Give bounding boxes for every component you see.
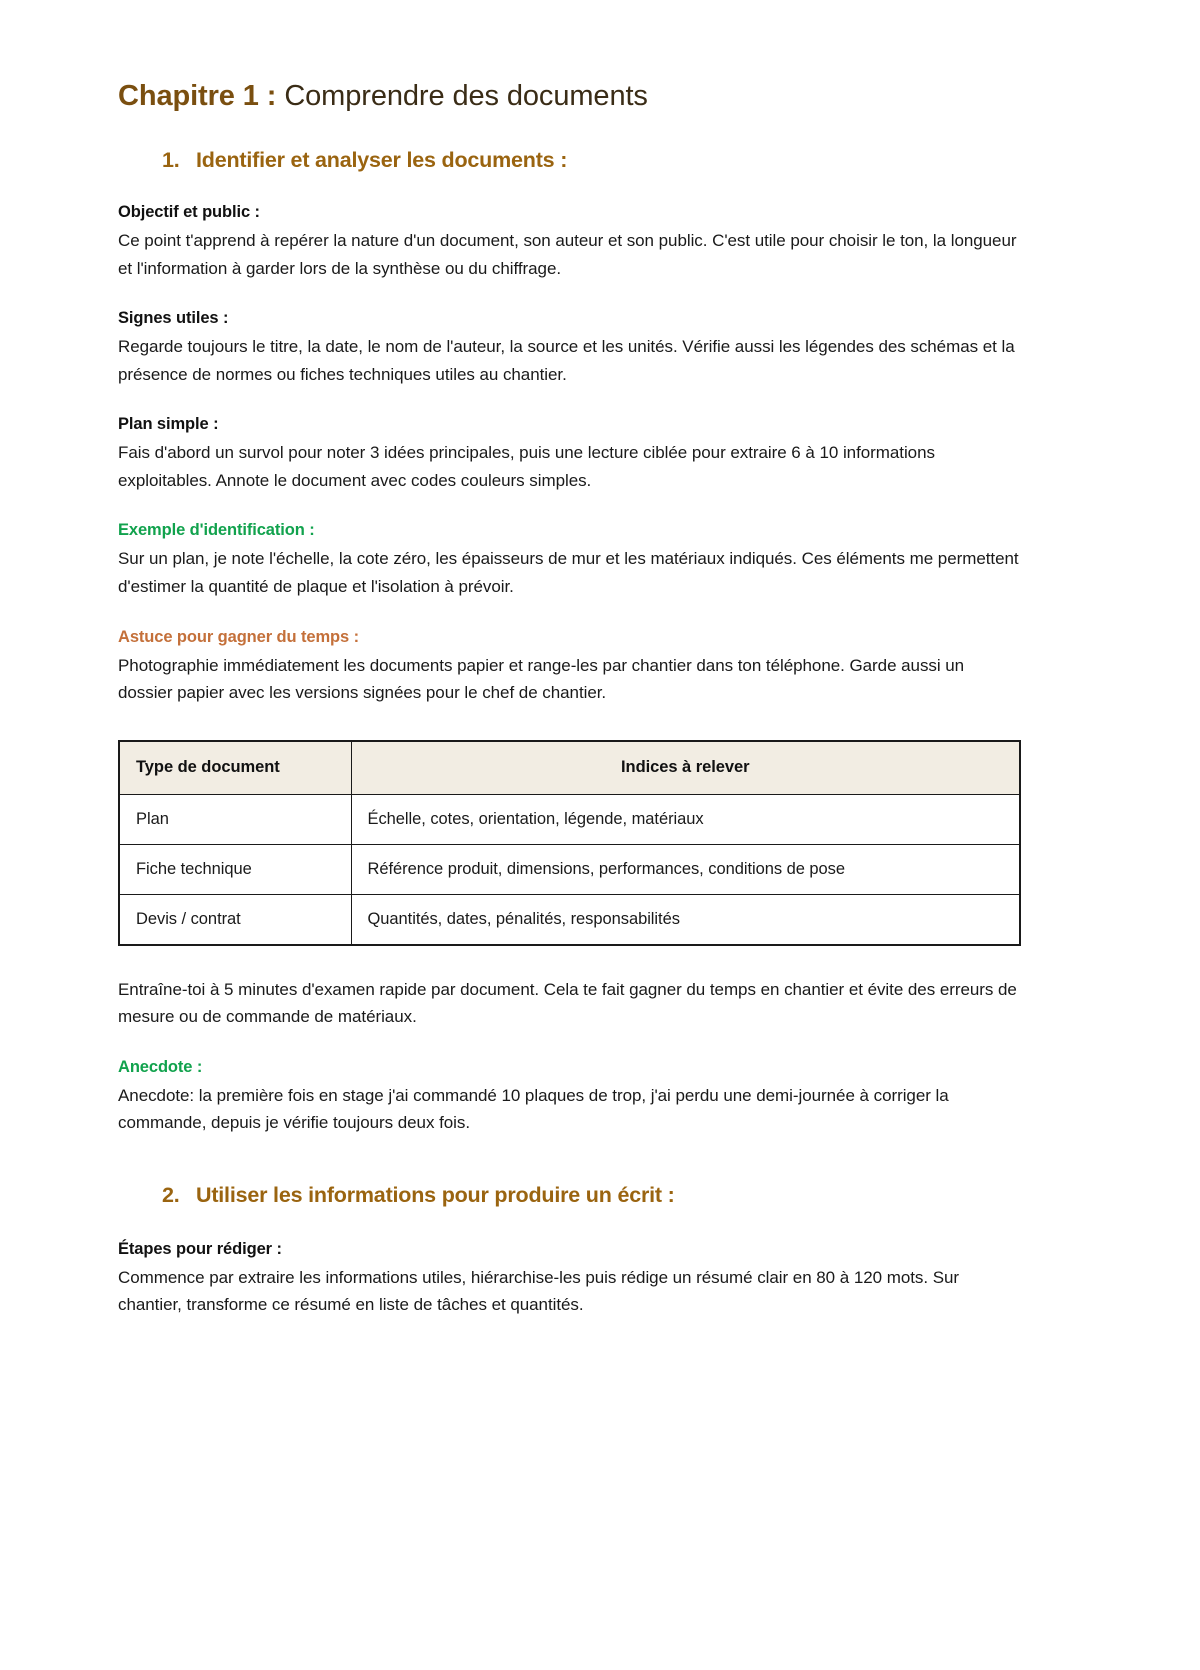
- block-paragraph: Sur un plan, je note l'échelle, la cote zéro, les épaisseurs de mur et les matériaux indiqués. Ces éléments me permettent d'estimer la quantité de plaque et l'isolation à prévoir.: [118, 549, 1019, 596]
- table-cell-indices: Quantités, dates, pénalités, responsabilités: [351, 895, 1020, 945]
- block-signes-utiles: [118, 309, 1082, 388]
- block-heading: Objectif et public :: [118, 203, 260, 222]
- table-cell-type: Devis / contrat: [119, 895, 351, 945]
- table-header-cell-type: Type de document: [119, 741, 351, 795]
- table-row: [119, 845, 1020, 895]
- section-heading-2: [162, 1183, 1082, 1208]
- paragraph-after-table: Entraîne-toi à 5 minutes d'examen rapide par document. Cela te fait gagner du temps en chantier et évite des erreurs de mesure ou de commande de matériaux.: [118, 979, 1017, 1027]
- block-exemple-identification: [118, 521, 1082, 600]
- block-heading-highlight-green: Anecdote :: [118, 1057, 203, 1076]
- document-types-table-wrapper: [118, 740, 1082, 946]
- section-title-1: Identifier et analyser les documents :: [196, 148, 568, 173]
- section-title-2: Utiliser les informations pour produire un écrit :: [196, 1182, 675, 1207]
- table-row: [119, 795, 1020, 845]
- block-paragraph: Ce point t'apprend à repérer la nature d'un document, son auteur et son public. C'est utile pour choisir le ton, la longueur et l'information à garder lors de la synthèse ou du chiffrage.: [118, 231, 1017, 278]
- document-types-table: [118, 740, 1021, 946]
- section-number-1: 1.: [162, 148, 180, 173]
- section-number-2: 2.: [162, 1182, 180, 1207]
- block-plan-simple: [118, 415, 1082, 494]
- table-cell-type: Plan: [119, 795, 351, 845]
- table-body: [119, 795, 1020, 945]
- block-paragraph: Fais d'abord un survol pour noter 3 idées principales, puis une lecture ciblée pour extraire 6 à 10 informations exploitables. Annote le document avec codes couleurs simples.: [118, 443, 935, 490]
- table-header-row: [119, 741, 1020, 795]
- block-heading: Plan simple :: [118, 415, 219, 434]
- block-astuce-gagner-temps: [118, 628, 1082, 707]
- block-paragraph: Photographie immédiatement les documents papier et range-les par chantier dans ton téléphone. Garde aussi un dossier papier avec les versions signées pour le chef de chantier.: [118, 655, 965, 703]
- table-cell-type: Fiche technique: [119, 845, 351, 895]
- section-heading-1: [162, 148, 1082, 173]
- table-row: [119, 895, 1020, 945]
- block-heading-highlight-orange: Astuce pour gagner du temps :: [118, 627, 359, 646]
- block-paragraph: Anecdote: la première fois en stage j'ai commandé 10 plaques de trop, j'ai perdu une demi-journée à corriger la commande, depuis je vérifie toujours deux fois.: [118, 1085, 949, 1133]
- block-objectif-et-public: [118, 203, 1082, 282]
- block-paragraph: Regarde toujours le titre, la date, le nom de l'auteur, la source et les unités. Vérifie aussi les légendes des schémas et la présence de normes ou fiches techniques utiles au chantier.: [118, 337, 1015, 384]
- block-etapes-pour-rediger: [118, 1240, 1082, 1319]
- table-header-cell-indices: Indices à relever: [351, 741, 1020, 795]
- block-anecdote: [118, 1058, 1082, 1137]
- table-cell-indices: Référence produit, dimensions, performances, conditions de pose: [351, 845, 1020, 895]
- block-heading: Signes utiles :: [118, 309, 229, 328]
- block-heading: Étapes pour rédiger :: [118, 1239, 282, 1258]
- table-header: [119, 741, 1020, 795]
- page-title: [118, 78, 1082, 114]
- chapter-label: Chapitre 1 :: [118, 80, 277, 112]
- block-paragraph: Commence par extraire les informations utiles, hiérarchise-les puis rédige un résumé clair en 80 à 120 mots. Sur chantier, transforme ce résumé en liste de tâches et quantités.: [118, 1267, 960, 1315]
- chapter-title-text: Comprendre des documents: [284, 80, 648, 112]
- table-cell-indices: Échelle, cotes, orientation, légende, matériaux: [351, 795, 1020, 845]
- block-heading-highlight-green: Exemple d'identification :: [118, 521, 315, 540]
